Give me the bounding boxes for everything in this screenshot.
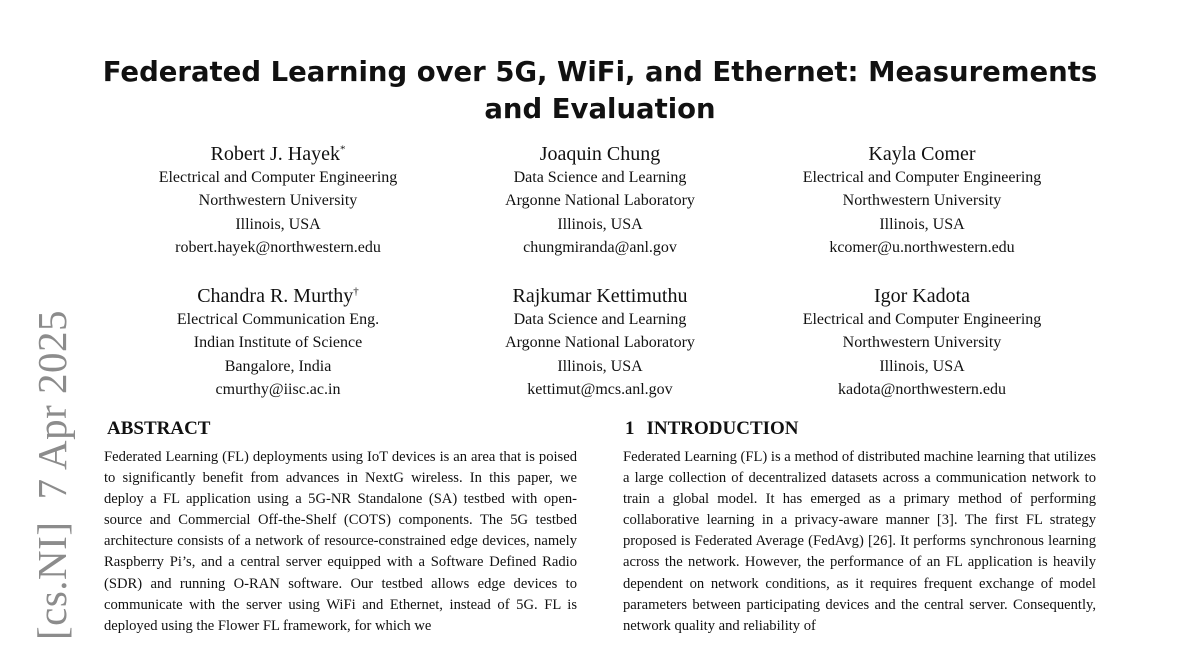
- author-row-1: [100, 142, 1100, 259]
- author-affiliation: Data Science and Learning: [513, 311, 687, 328]
- introduction-text: Federated Learning (FL) is a method of distributed machine learning that utilizes a large collection of decentralized datasets across a communication network to train a global model. It has emerged as a primary method of performing collaborative learning in a privacy-aware manner [3]. The first FL strategy proposed is Federated Average (FedAvg) [26]. It performs synchronous learning across the network. However, the performance of an FL application is heavily dependent on network conditions, as it requires frequent exchange of model parameters between participating devices and the central server. Consequently, network quality and reliability of: [623, 449, 1096, 634]
- author-location: Illinois, USA: [557, 215, 643, 233]
- author-location: Illinois, USA: [235, 215, 321, 233]
- author-email[interactable]: robert.hayek@northwestern.edu: [175, 238, 381, 256]
- author-location: Illinois, USA: [557, 357, 643, 375]
- author-institution: Northwestern University: [842, 192, 1002, 210]
- author-affiliation: Electrical Communication Eng.: [176, 311, 380, 328]
- author-block: [744, 284, 1100, 401]
- author-institution: Argonne National Laboratory: [505, 334, 695, 352]
- author-name: Robert J. Hayek: [210, 143, 340, 165]
- author-block: [744, 142, 1100, 259]
- arxiv-date: 7 Apr 2025: [29, 310, 75, 500]
- introduction-heading: [625, 417, 799, 441]
- author-location: Illinois, USA: [879, 357, 965, 375]
- author-name: Chandra R. Murthy: [197, 285, 354, 307]
- author-institution: Northwestern University: [842, 334, 1002, 352]
- author-block: [100, 284, 456, 401]
- author-name: Igor Kadota: [873, 285, 971, 307]
- author-block: [456, 284, 744, 401]
- author-institution: Northwestern University: [198, 192, 358, 210]
- section-number: 1: [625, 418, 635, 439]
- author-email[interactable]: kadota@northwestern.edu: [837, 380, 1006, 398]
- author-block: [100, 142, 456, 259]
- author-name: Kayla Comer: [868, 143, 976, 165]
- author-location: Illinois, USA: [879, 215, 965, 233]
- author-email[interactable]: kcomer@u.northwestern.edu: [829, 238, 1015, 256]
- paper-title: Federated Learning over 5G, WiFi, and Ethernet: Measurements and Evaluation: [102, 56, 1098, 125]
- abstract-text: Federated Learning (FL) deployments using IoT devices is an area that is poised to significantly benefit from advances in NextG wireless. In this paper, we deploy a FL application using a 5G-NR Standalone (SA) testbed with open-source and Commercial Off-the-Shelf (COTS) components. The 5G testbed architecture consists of a network of resource-constrained edge devices, namely Raspberry Pi’s, and a central server equipped with a Software Defined Radio (SDR) and running O-RAN software. Our testbed allows edge devices to communicate with the server using WiFi and Ethernet, instead of 5G. FL is deployed using the Flower FL framework, for which we: [104, 449, 577, 634]
- author-footnote-mark: †: [353, 285, 359, 298]
- author-affiliation: Data Science and Learning: [513, 169, 687, 186]
- author-email[interactable]: cmurthy@iisc.ac.in: [215, 380, 341, 398]
- arxiv-identifier-stamp: [28, 310, 76, 640]
- author-email[interactable]: chungmiranda@anl.gov: [523, 238, 677, 256]
- author-footnote-mark: *: [339, 143, 346, 156]
- author-email[interactable]: kettimut@mcs.anl.gov: [527, 380, 673, 398]
- author-row-2: [100, 284, 1100, 401]
- author-affiliation: Electrical and Computer Engineering: [802, 169, 1042, 186]
- abstract-heading-text: ABSTRACT: [107, 418, 211, 439]
- arxiv-category: [cs.NI]: [29, 521, 75, 640]
- introduction-heading-text: INTRODUCTION: [646, 418, 799, 439]
- author-block: [456, 142, 744, 259]
- abstract-heading: [107, 417, 210, 441]
- author-name: Joaquin Chung: [539, 143, 661, 165]
- author-institution: Indian Institute of Science: [193, 334, 363, 352]
- author-affiliation: Electrical and Computer Engineering: [802, 311, 1042, 328]
- author-location: Bangalore, India: [224, 357, 332, 375]
- author-affiliation: Electrical and Computer Engineering: [158, 169, 398, 186]
- author-institution: Argonne National Laboratory: [505, 192, 695, 210]
- author-name: Rajkumar Kettimuthu: [512, 285, 688, 307]
